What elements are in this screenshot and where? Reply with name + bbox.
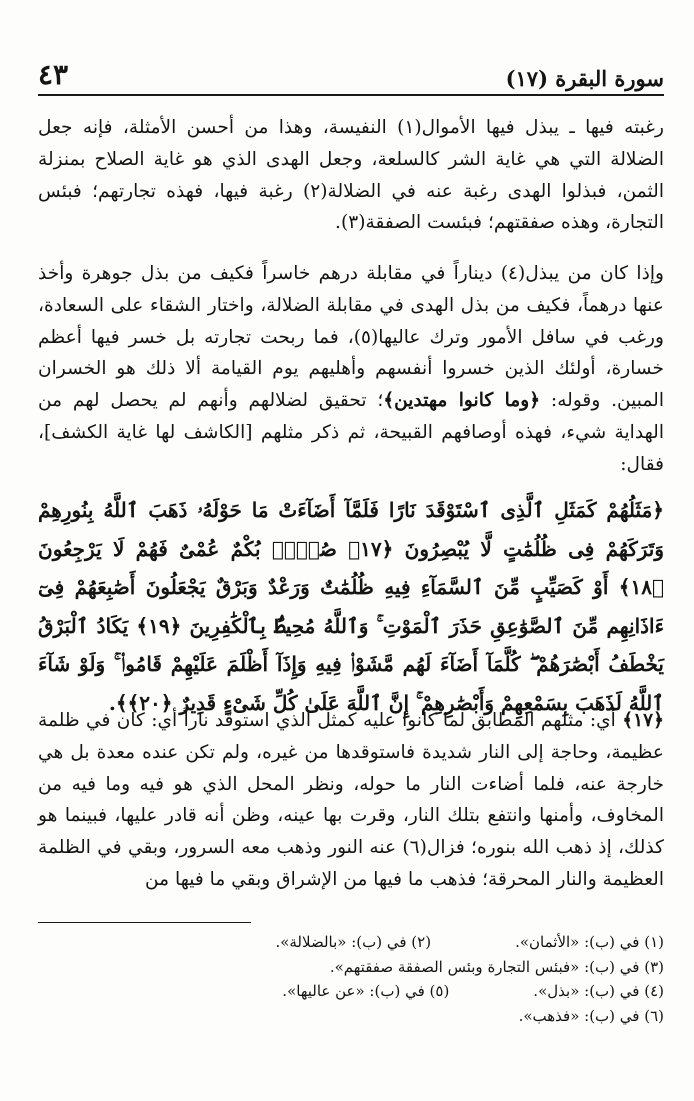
paragraph-2 bbox=[38, 258, 664, 481]
footnote-row bbox=[38, 930, 664, 955]
footnote-2: (٢) في (ب): «بالضلالة». bbox=[275, 933, 432, 951]
footnote-1: (١) في (ب): «الأثمان». bbox=[515, 933, 664, 951]
footnote-5: (٥) في (ب): «عن عاليها». bbox=[282, 982, 450, 1000]
verse-number-label: ﴿١٧﴾ bbox=[622, 710, 664, 731]
footnote-6: (٦) في (ب): «فذهب». bbox=[518, 1006, 664, 1025]
page-number: ٤٣ bbox=[38, 58, 69, 91]
paragraph-commentary bbox=[38, 705, 664, 896]
surah-title: سورة البقرة (١٧) bbox=[505, 66, 664, 91]
commentary-text: أي: مثلهم المطابق لما كانوا عليه كمثل الذي استوقد ناراً أي: كان في ظلمة عظيمة، وحاجة إلى النار شديدة فاستوقدها من غيره، ولم تكن عنده معدة بل هي خارجة عنه، فلما أضاءت النار ما حوله، ونظر المحل الذي هو فيه وما فيه من المخاوف، وأمنها وانتفع بتلك النار، وقرت بها عينه، وظن أنه قادر عليها، فبينما هو كذلك، إذ ذهب الله بنوره؛ فزال(٦) عنه النور وذهب معه السرور، وبقي في الظلمة العظيمة والنار المحرقة؛ فذهب ما فيها من الإشراق وبقي ما فيها من bbox=[38, 710, 664, 890]
paragraph-1: رغبته فيها ـ يبذل فيها الأموال(١) النفيسة، وهذا من أحسن الأمثلة، فإنه جعل الضلالة التي هي غاية الشر كالسلعة، وجعل الهدى الذي هو غاية الصلاح بمنزلة الثمن، فبذلوا الهدى رغبة عنه في الضلالة(٢) رغبة فيها، فهذه تجارتهم؛ فبئس التجارة، وهذه صفقتهم؛ فبئست الصفقة(٣). bbox=[38, 117, 664, 234]
footnote-row bbox=[38, 979, 664, 1004]
paragraph-2-part-b: ؛ تحقيق لضلالهم وأنهم لم يحصل لهم من الهداية شيء، فهذه أوصافهم القبيحة، ثم ذكر مثلهم [الكاشف لها غاية الكشف]، فقال: bbox=[38, 390, 664, 475]
footnote-4: (٤) في (ب): «بذل». bbox=[533, 982, 664, 1000]
footnote-row bbox=[38, 955, 664, 980]
footnote-row bbox=[38, 1004, 664, 1029]
footnote-divider bbox=[38, 922, 251, 923]
page-header bbox=[38, 54, 664, 96]
quote-verse-ref: ﴿وما كانوا مهتدين﴾ bbox=[383, 390, 541, 412]
footnotes bbox=[38, 930, 664, 1028]
paragraph-2-part-a: وإذا كان من يبذل(٤) ديناراً في مقابلة درهم خاسراً فكيف من بذل جوهرة وأخذ عنها درهماً، فكيف من بذل الهدى في مقابلة الضلالة، واختار الشقاء على السعادة، ورغب في سافل الأمور وترك عاليها(٥)، فما ربحت تجارته بل خسر فيها أعظم خسارة، أولئك الذين خسروا أنفسهم وأهليهم يوم القيامة ألا ذلك هو الخسران المبين. وقوله: bbox=[38, 263, 665, 412]
footnote-3: (٣) في (ب): «فبئس التجارة وبئس الصفقة صفقتهم». bbox=[329, 957, 664, 976]
quran-verses: ﴿مَثَلُهُمْ كَمَثَلِ ٱلَّذِى ٱسْتَوْقَدَ نَارًا فَلَمَّآ أَضَآءَتْ مَا حَوْلَهُۥ ذَهَبَ ٱللَّهُ بِنُورِهِمْ وَتَرَكَهُمْ فِى ظُلُمَٰتٍ لَّا يُبْصِرُونَ ﴿١٧﴾ صُمٌّۢ بُكْمٌ عُمْىٌ فَهُمْ لَا يَرْجِعُونَ ﴿١٨﴾ أَوْ كَصَيِّبٍ مِّنَ ٱلسَّمَآءِ فِيهِ ظُلُمَٰتٌ وَرَعْدٌ وَبَرْقٌ يَجْعَلُونَ أَصَٰبِعَهُمْ فِىٓ ءَاذَانِهِم مِّنَ ٱلصَّوَٰعِقِ حَذَرَ ٱلْمَوْتِ ۚ وَٱللَّهُ مُحِيطٌۢ بِٱلْكَٰفِرِينَ ﴿١٩﴾ يَكَادُ ٱلْبَرْقُ يَخْطَفُ أَبْصَٰرَهُمْ ۖ كُلَّمَآ أَضَآءَ لَهُم مَّشَوْا۟ فِيهِ وَإِذَآ أَظْلَمَ عَلَيْهِمْ قَامُوا۟ ۚ وَلَوْ شَآءَ ٱللَّهُ لَذَهَبَ بِسَمْعِهِمْ وَأَبْصَٰرِهِمْ ۚ إِنَّ ٱللَّهَ عَلَىٰ كُلِّ شَىْءٍ قَدِيرٌ ﴿٢٠﴾﴾. bbox=[38, 498, 665, 715]
